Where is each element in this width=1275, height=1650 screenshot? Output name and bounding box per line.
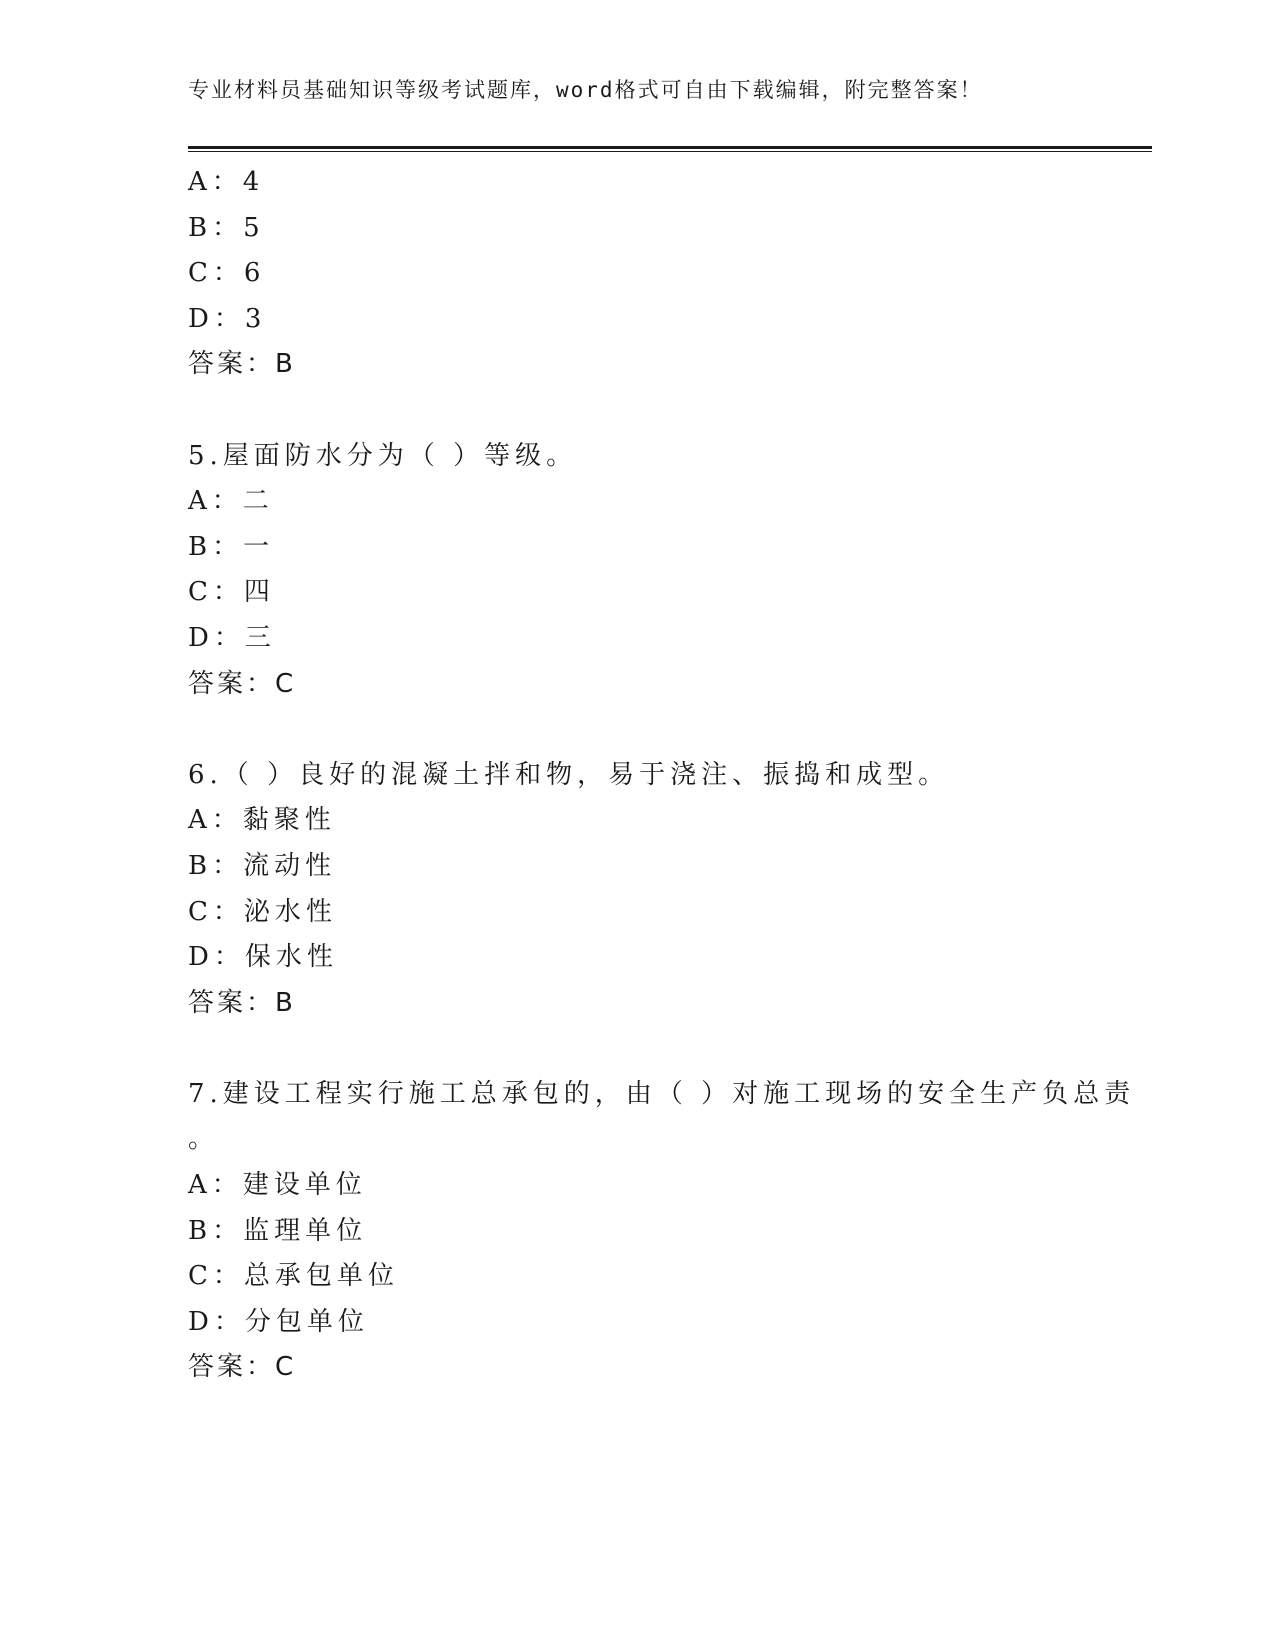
option-c: C：泌水性 bbox=[188, 896, 337, 927]
option-b: B：一 bbox=[188, 531, 275, 562]
option-c: C：四 bbox=[188, 577, 275, 608]
option-d: D：保水性 bbox=[188, 942, 338, 973]
option-a: A：二 bbox=[188, 486, 274, 517]
question-list bbox=[188, 160, 1136, 1391]
option-c: C：6 bbox=[188, 258, 266, 289]
question-block bbox=[188, 1072, 1136, 1391]
answer-line: 答案：C bbox=[188, 1352, 297, 1383]
spacer bbox=[188, 707, 1088, 753]
option-a: A：4 bbox=[188, 167, 265, 197]
option-b: B：流动性 bbox=[188, 850, 337, 881]
option-b: B：监理单位 bbox=[188, 1215, 368, 1246]
question-stem: 6.（ ）良好的混凝土拌和物，易于浇注、振捣和成型。 bbox=[188, 759, 950, 790]
question-stem-continuation: 。 bbox=[188, 1124, 220, 1155]
question-block bbox=[188, 160, 1088, 388]
header-divider-thick bbox=[188, 146, 1152, 149]
option-d: D：分包单位 bbox=[188, 1306, 369, 1337]
option-d: D：三 bbox=[188, 622, 276, 653]
header-divider-thin bbox=[188, 151, 1152, 152]
answer-line: 答案：B bbox=[188, 349, 296, 380]
option-b: B：5 bbox=[188, 212, 265, 243]
option-d: D：3 bbox=[188, 303, 267, 334]
question-stem: 5.屋面防水分为（ ）等级。 bbox=[188, 440, 578, 471]
question-block bbox=[188, 753, 1088, 1027]
spacer bbox=[188, 388, 1088, 434]
answer-line: 答案：B bbox=[188, 987, 296, 1018]
spacer bbox=[188, 1026, 1088, 1072]
option-a: A：黏聚性 bbox=[188, 805, 336, 836]
question-stem: 7.建设工程实行施工总承包的，由（ ）对施工现场的安全生产负总责 bbox=[188, 1078, 1136, 1109]
option-c: C：总承包单位 bbox=[188, 1261, 399, 1292]
page-header: 专业材料员基础知识等级考试题库，word格式可自由下载编辑，附完整答案！ bbox=[188, 78, 983, 102]
option-a: A：建设单位 bbox=[188, 1170, 367, 1201]
answer-line: 答案：C bbox=[188, 668, 297, 699]
question-block bbox=[188, 434, 1088, 708]
